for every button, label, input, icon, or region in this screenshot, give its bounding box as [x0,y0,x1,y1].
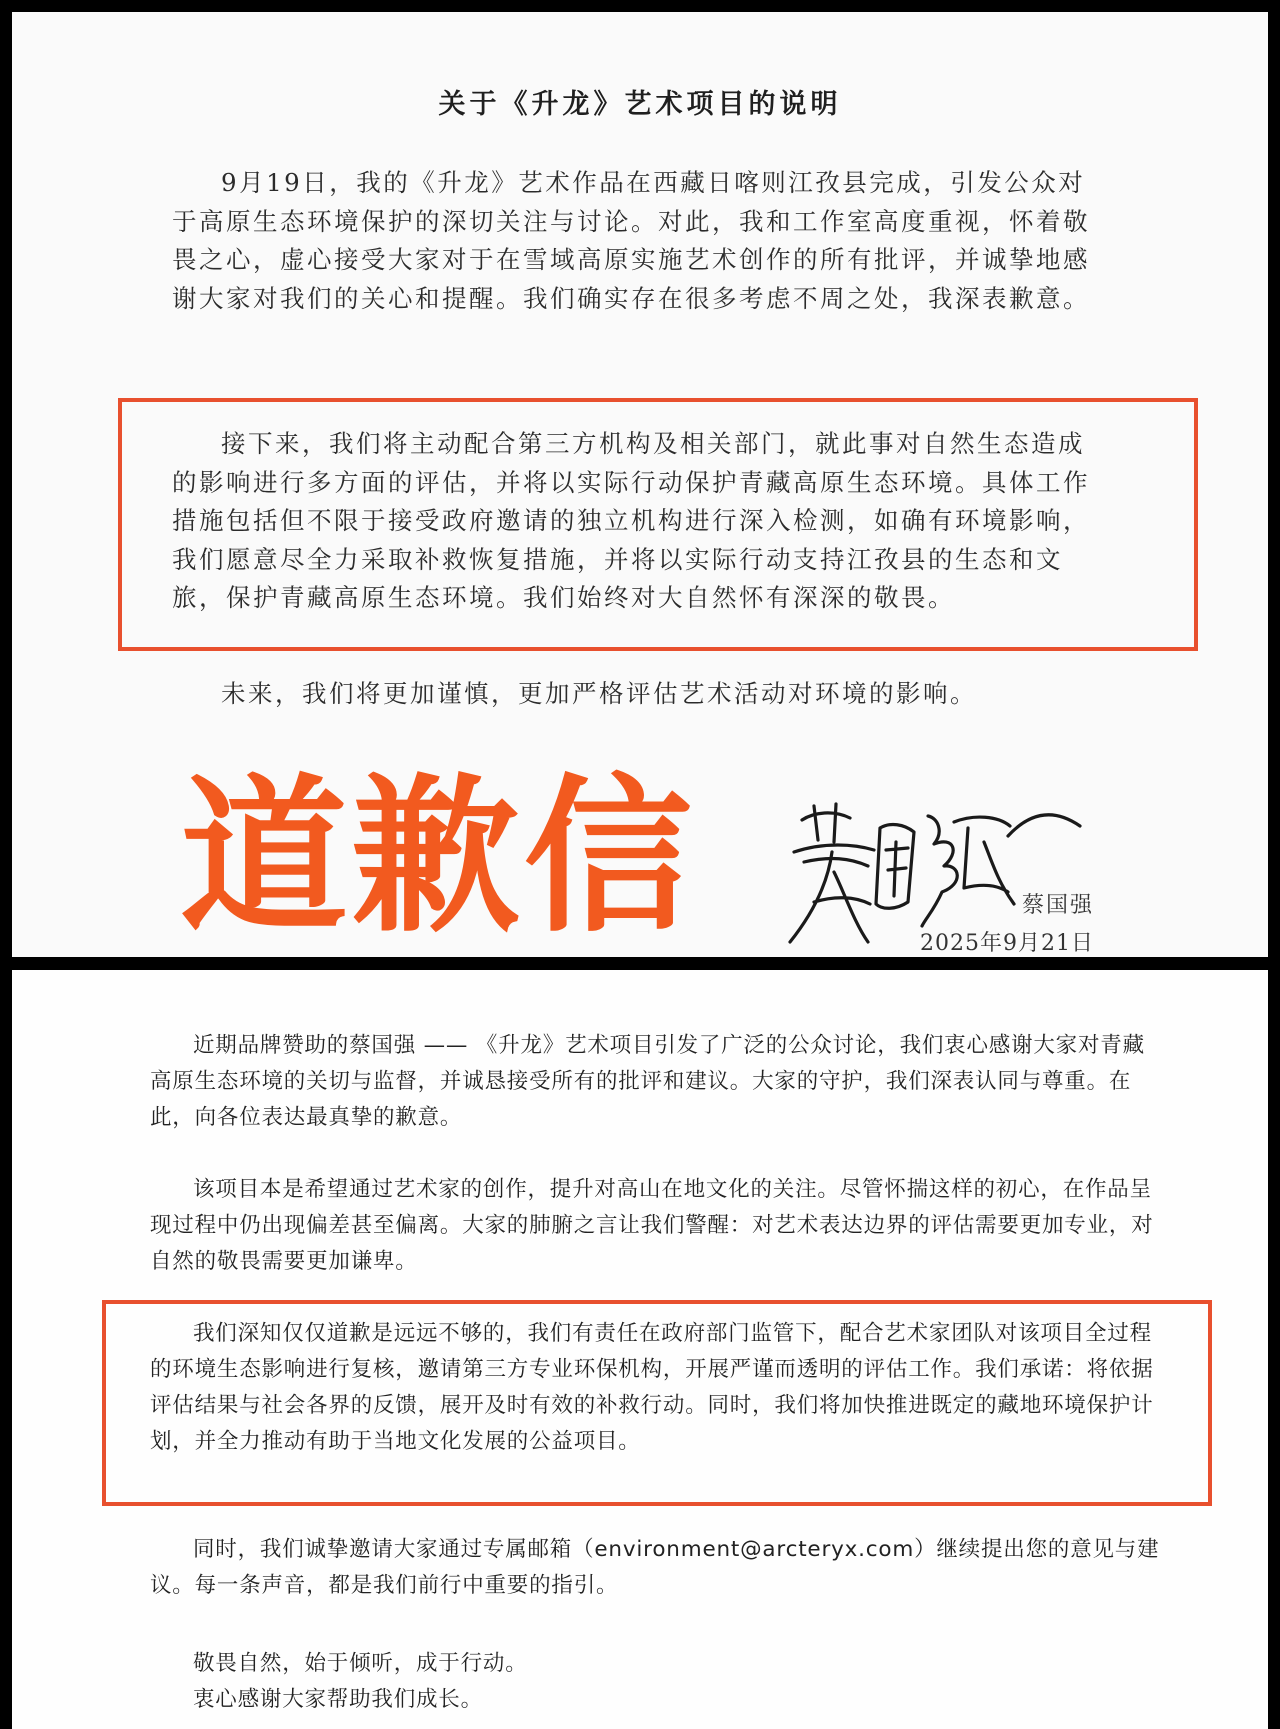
closing-line-2: 衷心感谢大家帮助我们成长。 [193,1687,483,1712]
original-statement-panel [12,12,1268,957]
brand-paragraph-2: 该项目本是希望通过艺术家的创作，提升对高山在地文化的关注。尽管怀揣这样的初心，在作品呈现过程中仍出现偏差甚至偏离。大家的肺腑之言让我们警醒：对艺术表达边界的评估需要更加专业，对自然的敬畏需要更加谦卑。 [150,1177,1154,1274]
statement-paragraph-2: 接下来，我们将主动配合第三方机构及相关部门，就此事对自然生态造成的影响进行多方面的评估，并将以实际行动保护青藏高原生态环境。具体工作措施包括但不限于接受政府邀请的独立机构进行深入检测，如确有环境影响，我们愿意尽全力采取补救恢复措施，并将以实际行动支持江孜县的生态和文旅，保护青藏高原生态环境。我们始终对大自然怀有深深的敬畏。 [172,429,1090,612]
signature-date: 2025年9月21日 [920,931,1094,956]
signer-name: 蔡国强 [1022,893,1095,918]
closing-line-1: 敬畏自然，始于倾听，成于行动。 [193,1651,528,1676]
brand-statement-panel [12,970,1268,1729]
brand-paragraph-4: 同时，我们诚挚邀请大家通过专属邮箱（environment@arcteryx.com）继续提出您的意见与建议。每一条声音，都是我们前行中重要的指引。 [150,1537,1160,1598]
brand-paragraph-3: 我们深知仅仅道歉是远远不够的，我们有责任在政府部门监管下，配合艺术家团队对该项目全过程的环境生态影响进行复核，邀请第三方专业环保机构，开展严谨而透明的评估工作。我们承诺：将依据评估结果与社会各界的反馈，展开及时有效的补救行动。同时，我们将加快推进既定的藏地环境保护计划，并全力推动有助于当地文化发展的公益项目。 [150,1321,1154,1454]
apology-letter-overlay: 道歉信 [180,759,696,955]
brand-closing [150,1646,1160,1718]
statement-title: 关于《升龙》艺术项目的说明 [438,89,842,120]
statement-paragraph-1: 9月19日，我的《升龙》艺术作品在西藏日喀则江孜县完成，引发公众对于高原生态环境保护的深切关注与讨论。对此，我和工作室高度重视，怀着敬畏之心，虚心接受大家对于在雪域高原实施艺术创作的所有批评，并诚挚地感谢大家对我们的关心和提醒。我们确实存在很多考虑不周之处，我深表歉意。 [172,168,1090,313]
brand-paragraph-1: 近期品牌赞助的蔡国强 —— 《升龙》艺术项目引发了广泛的公众讨论，我们衷心感谢大家对青藏高原生态环境的关切与监督，并诚恳接受所有的批评和建议。大家的守护，我们深表认同与尊重。在此，向各位表达最真挚的歉意。 [150,1033,1145,1130]
statement-paragraph-3: 未来，我们将更加谨慎，更加严格评估艺术活动对环境的影响。 [221,679,977,708]
